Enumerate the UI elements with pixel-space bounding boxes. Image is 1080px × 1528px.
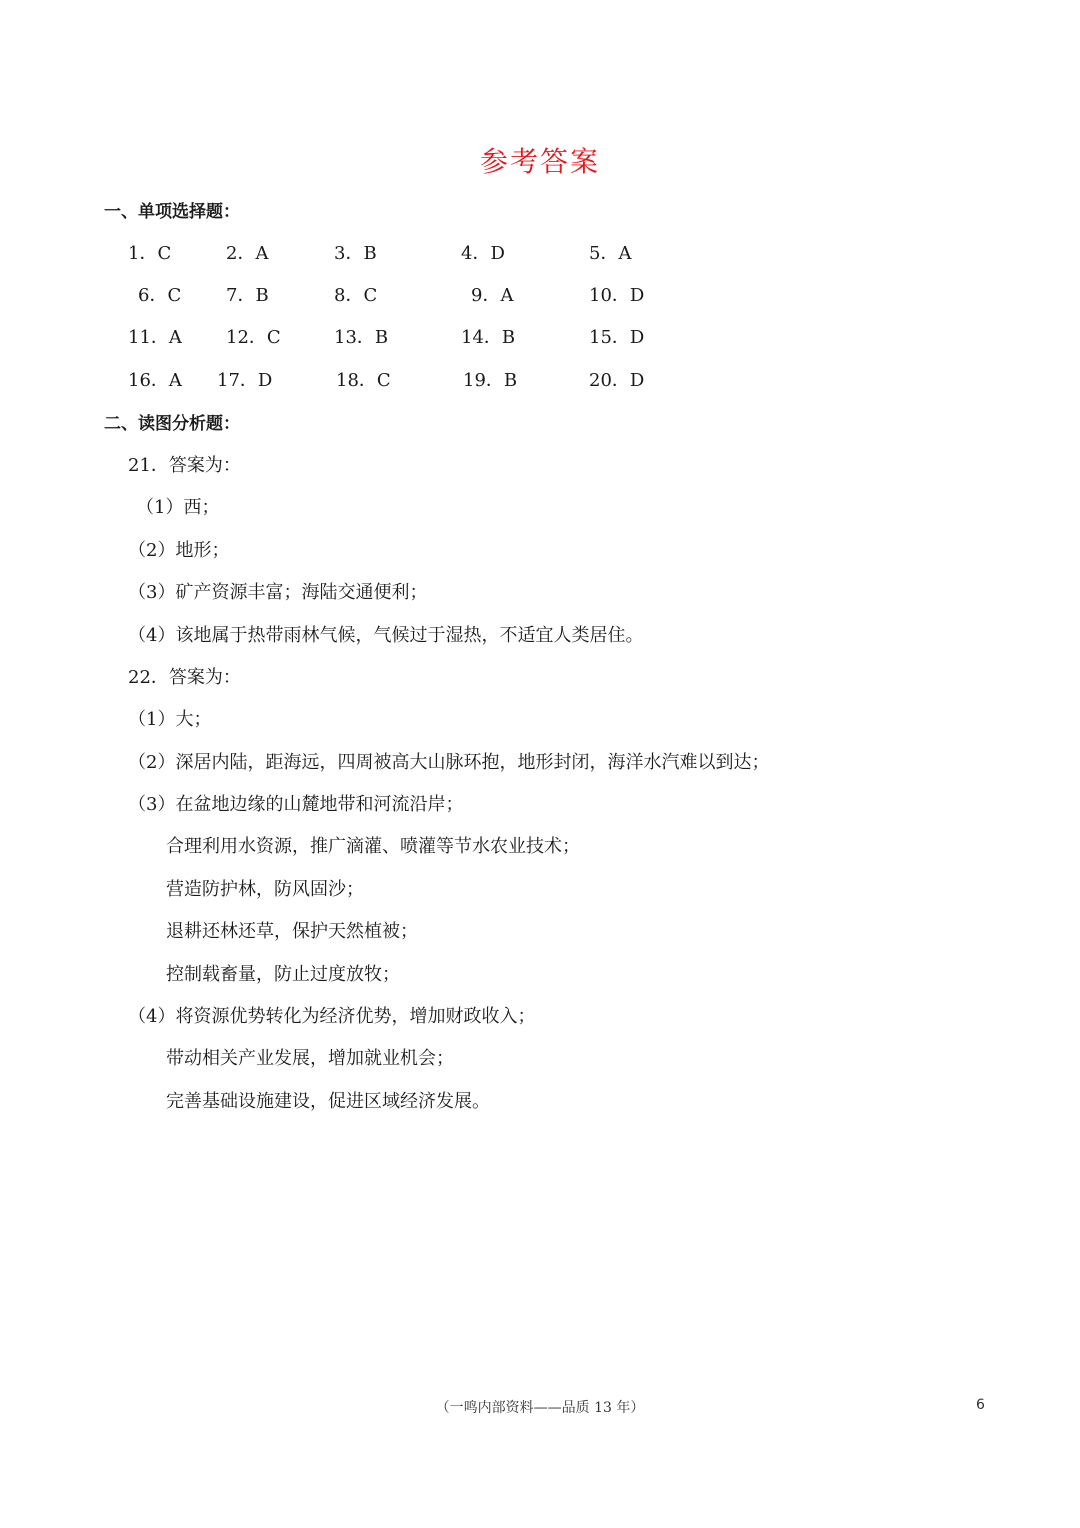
answer-cell: 10．D (589, 285, 645, 306)
answer-cell: 17．D (217, 370, 273, 391)
answer-cell: 15．D (589, 327, 645, 348)
answer-cell: 2．A (226, 243, 269, 264)
answer-line: （4）该地属于热带雨林气候，气候过于湿热，不适宜人类居住。 (128, 625, 644, 646)
answer-cell: 11．A (128, 327, 182, 348)
answer-line: （4）将资源优势转化为经济优势，增加财政收入； (128, 1006, 536, 1027)
answer-cell: 4．D (461, 243, 505, 264)
answer-cell: 7．B (226, 285, 269, 306)
answer-cell: 5．A (589, 243, 632, 264)
page-title: 参考答案 (479, 145, 600, 178)
page-number: 6 (976, 1397, 985, 1413)
answer-line: 退耕还林还草，保护天然植被； (166, 921, 418, 942)
answer-cell: 6．C (138, 285, 182, 306)
answer-line: （1）大； (128, 709, 212, 730)
answer-cell: 18．C (336, 370, 391, 391)
answer-cell: 12．C (226, 327, 281, 348)
page-footer: （一鸣内部资料——品质 13 年） (435, 1400, 645, 1416)
answer-cell: 8．C (334, 285, 378, 306)
answer-cell: 14．B (461, 327, 516, 348)
answer-line: （2）地形； (128, 540, 230, 561)
section-heading-map-analysis: 二、读图分析题： (104, 414, 240, 434)
answer-line: 合理利用水资源，推广滴灌、喷灌等节水农业技术； (166, 836, 580, 857)
answer-cell: 9．A (471, 285, 514, 306)
answer-line: 营造防护林，防风固沙； (166, 879, 364, 900)
answer-cell: 13．B (334, 327, 389, 348)
answer-line: 完善基础设施建设，促进区域经济发展。 (166, 1091, 490, 1112)
answer-line: 带动相关产业发展，增加就业机会； (166, 1048, 454, 1069)
section-heading-multiple-choice: 一、单项选择题： (104, 202, 240, 222)
answer-line: （1）西； (136, 497, 220, 518)
answer-cell: 1．C (128, 243, 172, 264)
answer-line: （2）深居内陆，距海远，四周被高大山脉环抱，地形封闭，海洋水汽难以到达； (128, 752, 770, 773)
answer-cell: 16．A (128, 370, 182, 391)
answer-line: （3）在盆地边缘的山麓地带和河流沿岸； (128, 794, 464, 815)
answer-cell: 19．B (463, 370, 518, 391)
answer-line: （3）矿产资源丰富；海陆交通便利； (128, 582, 428, 603)
question-22-label: 22．答案为： (128, 667, 241, 688)
question-21-label: 21．答案为： (128, 455, 241, 476)
answer-cell: 3．B (334, 243, 377, 264)
answer-line: 控制载畜量，防止过度放牧； (166, 964, 400, 985)
answer-cell: 20．D (589, 370, 645, 391)
